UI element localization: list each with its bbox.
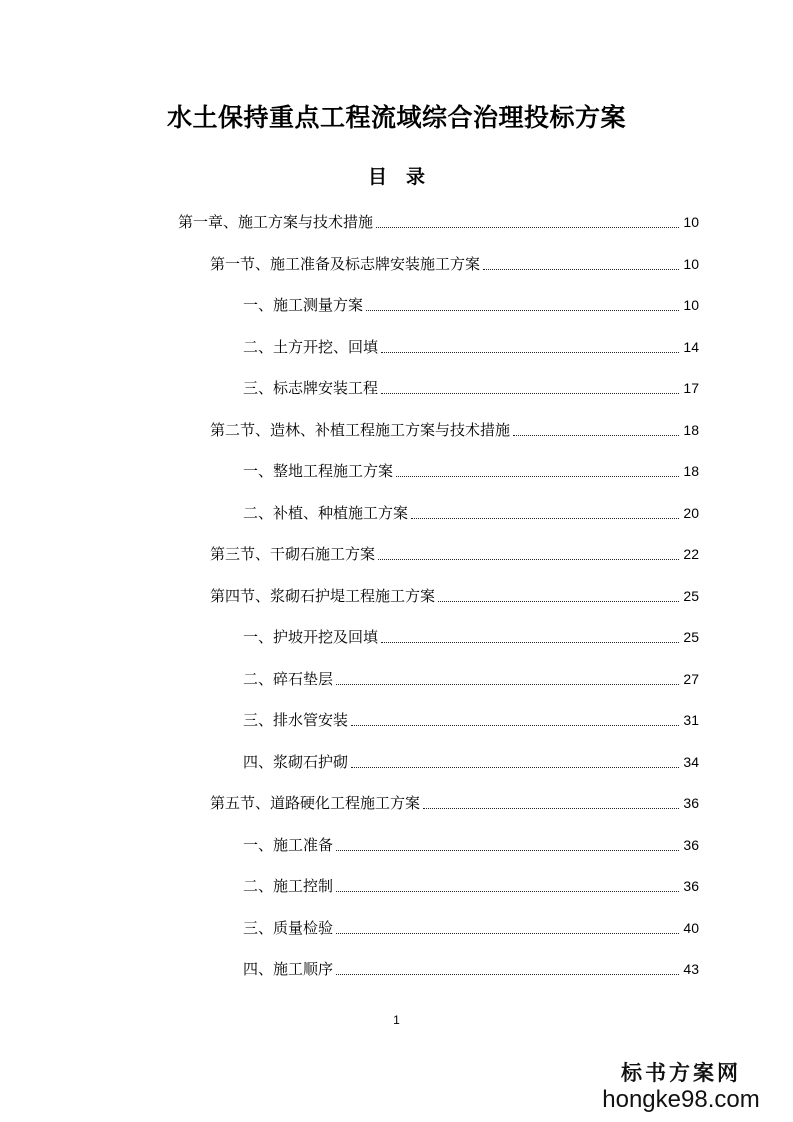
toc-entry[interactable] — [243, 376, 699, 400]
toc-entry[interactable] — [243, 708, 699, 732]
toc-entry-label: 一、施工测量方案 — [243, 296, 364, 314]
toc-dot-leader — [336, 933, 679, 934]
toc-dot-leader — [423, 808, 679, 809]
document-title: 水土保持重点工程流域综合治理投标方案 — [166, 103, 626, 132]
toc-entry-label: 三、质量检验 — [243, 918, 334, 937]
toc-entry[interactable] — [243, 833, 699, 857]
toc-dot-leader — [336, 684, 679, 685]
watermark — [581, 1060, 781, 1114]
toc-dot-leader — [483, 269, 679, 270]
toc-entry[interactable] — [243, 750, 699, 774]
toc-entry-page: 10 — [683, 297, 699, 313]
toc-entry[interactable] — [243, 293, 699, 317]
toc-dot-leader — [381, 642, 679, 643]
toc-dot-leader — [336, 891, 679, 892]
toc-entry-label: 二、施工控制 — [243, 877, 334, 895]
toc-entry-label: 第四节、浆砌石护堤工程施工方案 — [210, 586, 436, 605]
watermark-brand: 标书方案网 — [621, 1060, 741, 1085]
toc-entry-page: 22 — [683, 546, 699, 562]
toc-entry[interactable] — [243, 874, 699, 898]
toc-entry-page: 17 — [683, 380, 699, 396]
toc-dot-leader — [513, 435, 679, 436]
toc-entry-label: 二、土方开挖、回填 — [243, 337, 379, 356]
toc-entry[interactable] — [210, 584, 699, 608]
toc-entry-label: 三、标志牌安装工程 — [243, 379, 379, 397]
toc-entry-page: 43 — [683, 961, 699, 977]
toc-entry[interactable] — [243, 916, 699, 940]
toc-entry[interactable] — [178, 210, 699, 234]
toc-entry-label: 一、施工准备 — [243, 835, 334, 854]
toc-entry-page: 25 — [683, 587, 699, 604]
toc-entry[interactable] — [210, 542, 699, 566]
toc-dot-leader — [396, 476, 679, 477]
toc-entry-page: 40 — [683, 919, 699, 936]
toc-entry[interactable] — [243, 335, 699, 359]
toc-dot-leader — [376, 227, 679, 228]
toc-entry[interactable] — [243, 667, 699, 691]
toc-dot-leader — [411, 518, 679, 519]
toc-entry-label: 一、护坡开挖及回填 — [243, 628, 379, 646]
toc-entry-label: 第一节、施工准备及标志牌安装施工方案 — [210, 254, 481, 273]
toc-dot-leader — [336, 974, 679, 975]
toc-entry-page: 36 — [683, 836, 699, 853]
toc-entry-label: 四、施工顺序 — [243, 960, 334, 978]
toc-entry-label: 第一章、施工方案与技术措施 — [178, 213, 374, 231]
toc-entry-page: 10 — [683, 255, 699, 272]
toc-entry[interactable] — [243, 459, 699, 483]
toc-entry[interactable] — [210, 791, 699, 815]
toc-entry-label: 第五节、道路硬化工程施工方案 — [210, 794, 421, 812]
toc-entry[interactable] — [243, 501, 699, 525]
toc-entry-label: 第三节、干砌石施工方案 — [210, 545, 376, 563]
toc-entry-label: 一、整地工程施工方案 — [243, 462, 394, 480]
toc-entry-page: 18 — [683, 463, 699, 479]
toc-entry-page: 14 — [683, 338, 699, 355]
toc-entry-page: 31 — [683, 712, 699, 728]
toc-dot-leader — [381, 352, 679, 353]
toc-heading: 目 录 — [367, 166, 425, 188]
toc-entry-page: 36 — [683, 795, 699, 811]
toc-entry[interactable] — [210, 252, 699, 276]
toc-entry-page: 36 — [683, 878, 699, 894]
toc-entry[interactable] — [243, 625, 699, 649]
toc-dot-leader — [438, 601, 679, 602]
toc-entry-page: 25 — [683, 629, 699, 645]
toc-entry-label: 三、排水管安装 — [243, 711, 349, 729]
toc-dot-leader — [381, 393, 679, 394]
toc-entry-page: 20 — [683, 504, 699, 521]
toc-dot-leader — [378, 559, 679, 560]
toc-dot-leader — [336, 850, 679, 851]
toc-entry-label: 二、碎石垫层 — [243, 669, 334, 688]
toc-entry-label: 二、补植、种植施工方案 — [243, 503, 409, 522]
toc-entry-page: 10 — [683, 214, 699, 230]
toc-entry-page: 34 — [683, 753, 699, 770]
toc-entry-page: 27 — [683, 670, 699, 687]
toc-entry[interactable] — [210, 418, 699, 442]
toc-dot-leader — [351, 767, 679, 768]
toc-dot-leader — [351, 725, 679, 726]
toc-dot-leader — [366, 310, 679, 311]
toc-entry-page: 18 — [683, 421, 699, 438]
toc-entry-label: 第二节、造林、补植工程施工方案与技术措施 — [210, 420, 511, 439]
watermark-url: hongke98.com — [602, 1086, 760, 1113]
page-number: 1 — [393, 1013, 400, 1027]
toc-entry[interactable] — [243, 957, 699, 981]
toc-entry-label: 四、浆砌石护砌 — [243, 752, 349, 771]
